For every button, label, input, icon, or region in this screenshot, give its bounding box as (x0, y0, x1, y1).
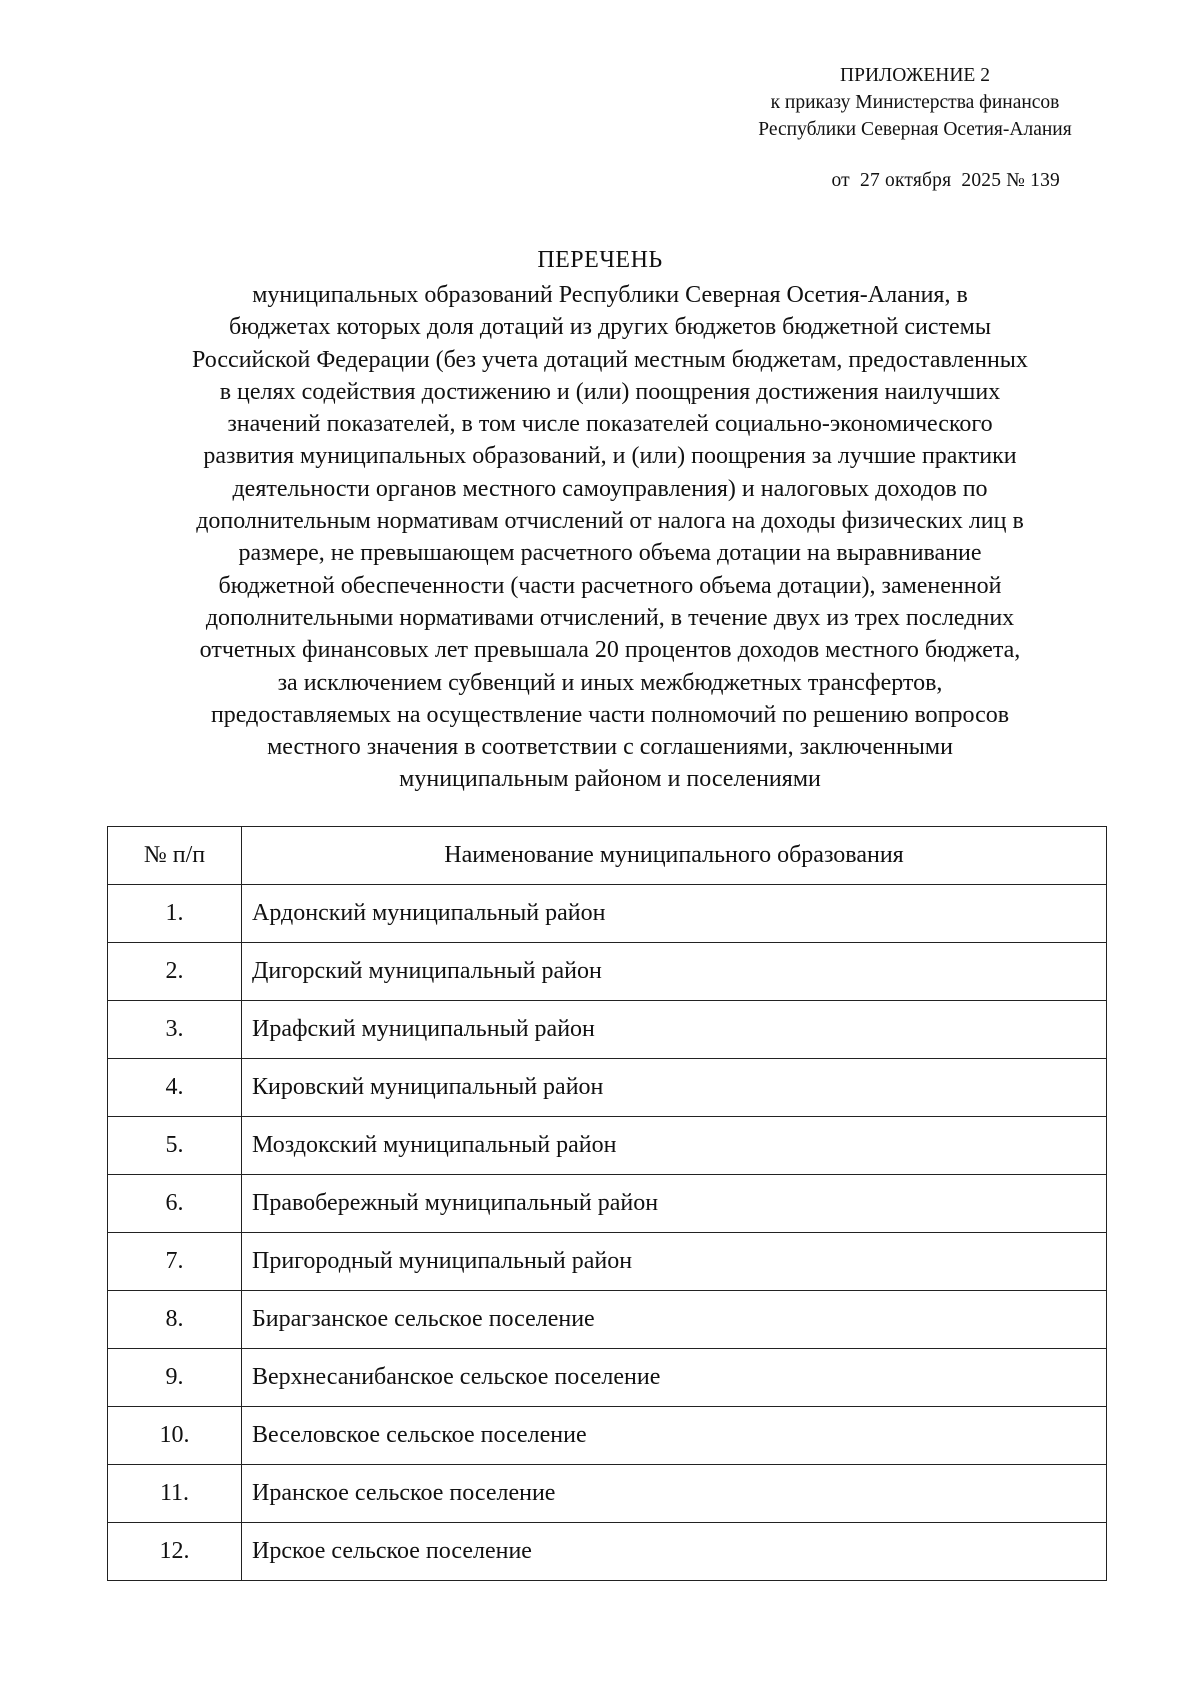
subtitle-line: предоставляемых на осуществление части полномочий по решению вопросов (210, 701, 1010, 728)
municipality-name: Кировский муниципальный район (242, 1059, 1107, 1117)
table-row (108, 1291, 1107, 1349)
subtitle-line: муниципальных образований Республики Северная Осетия-Алания, в (252, 282, 968, 308)
row-number: 10. (108, 1407, 242, 1465)
table-header-row (108, 827, 1107, 885)
municipality-name: Ирское сельское поселение (242, 1523, 1107, 1581)
subtitle-line: развития муниципальных образований, и (или) поощрения за лучшие практики (203, 443, 1017, 470)
municipality-name: Верхнесанибанское сельское поселение (242, 1349, 1107, 1407)
table-row (108, 1117, 1107, 1175)
subtitle-line: дополнительными нормативами отчислений, в течение двух из трех последних (205, 604, 1015, 631)
attachment-line: Республики Северная Осетия-Алания (758, 119, 1072, 140)
municipality-name: Иранское сельское поселение (242, 1465, 1107, 1523)
municipality-name: Ардонский муниципальный район (242, 885, 1107, 943)
table-row (108, 1523, 1107, 1581)
subtitle-line: за исключением субвенций и иных межбюджетных трансфертов, (277, 669, 943, 696)
table-row (108, 1349, 1107, 1407)
municipality-name: Моздокский муниципальный район (242, 1117, 1107, 1175)
row-number: 8. (108, 1291, 242, 1349)
table-row (108, 1233, 1107, 1291)
municipality-name: Ирафский муниципальный район (242, 1001, 1107, 1059)
municipality-name: Пригородный муниципальный район (242, 1233, 1107, 1291)
subtitle-line: бюджетной обеспеченности (части расчетного объема дотации), замененной (218, 572, 1002, 599)
row-number: 6. (108, 1175, 242, 1233)
table-row (108, 943, 1107, 1001)
attachment-line: к приказу Министерства финансов (770, 92, 1060, 113)
municipality-name: Веселовское сельское поселение (242, 1407, 1107, 1465)
subtitle-line: местного значения в соответствии с соглашениями, заключенными (267, 734, 953, 761)
table-row (108, 1407, 1107, 1465)
subtitle-line: размере, не превышающем расчетного объема дотации на выравнивание (238, 540, 982, 567)
row-number: 12. (108, 1523, 242, 1581)
municipality-name: Правобережный муниципальный район (242, 1175, 1107, 1233)
row-number: 9. (108, 1349, 242, 1407)
subtitle-line: в целях содействия достижению и (или) поощрения достижения наилучших (219, 378, 1001, 405)
row-number: 5. (108, 1117, 242, 1175)
subtitle-line: муниципальным районом и поселениями (399, 766, 821, 793)
document-subtitle (105, 279, 1115, 796)
attachment-block (700, 62, 1130, 143)
row-number: 1. (108, 885, 242, 943)
subtitle-line: Российской Федерации (без учета дотаций местным бюджетам, предоставленных (192, 346, 1028, 373)
column-header-number: № п/п (108, 827, 242, 885)
table-row (108, 1465, 1107, 1523)
table-row (108, 885, 1107, 943)
subtitle-line: отчетных финансовых лет превышала 20 процентов доходов местного бюджета, (199, 637, 1021, 664)
subtitle-line: дополнительным нормативам отчислений от налога на доходы физических лиц в (196, 508, 1024, 535)
subtitle-line: деятельности органов местного самоуправления) и налоговых доходов по (232, 475, 988, 502)
row-number: 11. (108, 1465, 242, 1523)
row-number: 2. (108, 943, 242, 1001)
municipality-name: Бирагзанское сельское поселение (242, 1291, 1107, 1349)
municipalities-table (107, 826, 1107, 1581)
order-date: от 27 октября 2025 № 139 (831, 170, 1060, 191)
row-number: 7. (108, 1233, 242, 1291)
subtitle-line: бюджетах которых доля дотаций из других бюджетов бюджетной системы (229, 314, 991, 341)
row-number: 4. (108, 1059, 242, 1117)
document-title: ПЕРЕЧЕНЬ (537, 247, 663, 273)
column-header-name: Наименование муниципального образования (242, 827, 1107, 885)
table-row (108, 1001, 1107, 1059)
table-row (108, 1059, 1107, 1117)
municipality-name: Дигорский муниципальный район (242, 943, 1107, 1001)
attachment-line: ПРИЛОЖЕНИЕ 2 (840, 65, 990, 86)
subtitle-line: значений показателей, в том числе показателей социально-экономического (227, 411, 993, 438)
table-row (108, 1175, 1107, 1233)
row-number: 3. (108, 1001, 242, 1059)
